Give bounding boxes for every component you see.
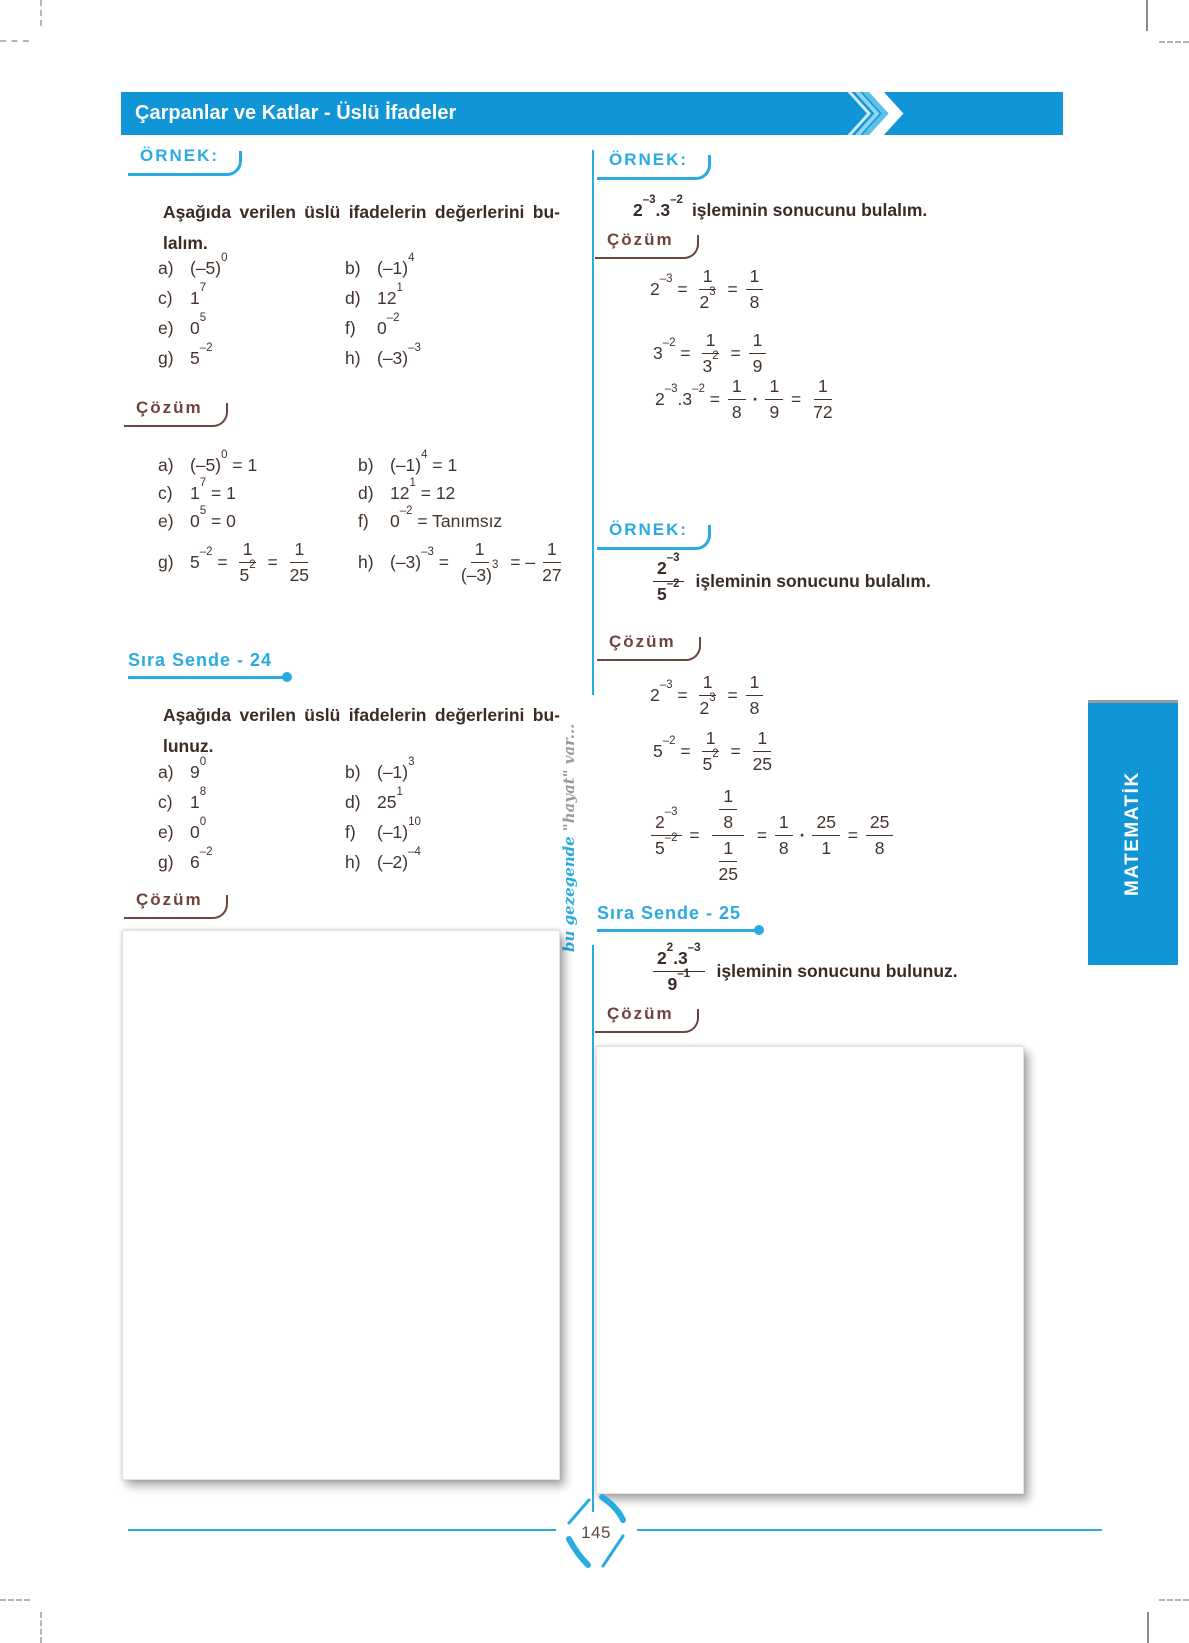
margin-note-part2: "hayat" var... xyxy=(560,723,578,837)
exercise-item xyxy=(345,816,421,843)
ornek-label: ÖRNEK: xyxy=(609,150,689,169)
item-key: h) xyxy=(345,348,361,368)
page-number: 145 xyxy=(581,1523,611,1542)
item-key: e) xyxy=(158,318,174,338)
item-key: b) xyxy=(345,258,361,278)
prompt-line1: Aşağıda verilen üslü ifadelerin değerlerini bu- xyxy=(163,705,560,725)
sira-underline xyxy=(128,676,290,679)
solution-item xyxy=(158,505,358,532)
solution-box-left xyxy=(122,930,560,1480)
example3-statement xyxy=(650,552,931,605)
item-key: f) xyxy=(345,822,356,842)
ornek-tag-left xyxy=(128,146,242,176)
cozum-label: Çözüm xyxy=(609,632,676,651)
item-expression: $5^{-2}$ xyxy=(190,342,213,368)
prompt-line2: lalım. xyxy=(163,233,208,253)
sira-sende-24-label: Sıra Sende - 24 xyxy=(128,650,273,670)
crop-mark-top-left-h xyxy=(0,40,29,42)
example1-solutions xyxy=(158,449,569,586)
item-expression: $6^{-2}$ xyxy=(190,846,213,872)
example3-line-1: $2^{-3}$ = $\frac{1}{2^3}$ = $\frac{1}{8}$ xyxy=(650,672,766,719)
item-key: d) xyxy=(345,792,361,812)
cozum-label: Çözüm xyxy=(607,230,674,249)
exercise-item xyxy=(345,756,421,783)
header-bar xyxy=(121,92,1063,135)
item-key: e) xyxy=(158,822,174,842)
prompt-line1: Aşağıda verilen üslü ifadelerin değerlerini bu- xyxy=(163,202,560,222)
item-key: c) xyxy=(158,792,173,812)
statement-expression: $\frac{2^{-3}}{5^{-2}}$ xyxy=(650,558,687,605)
solution-item xyxy=(358,477,569,504)
item-key: b) xyxy=(358,455,374,475)
item-expression: $1^7$ = 1 xyxy=(190,477,236,503)
statement-expression: $2^2$ . $3^{-3}$ $9^{-1}$ xyxy=(650,948,708,995)
solution-item xyxy=(358,449,569,476)
sira-sende-25-tag xyxy=(597,903,762,932)
item-expression: $12^1$ xyxy=(377,282,403,308)
item-expression: $(-1)^{10}$ xyxy=(377,816,421,842)
ornek-label: ÖRNEK: xyxy=(140,146,220,165)
solution-item xyxy=(158,539,358,586)
item-key: a) xyxy=(158,455,174,475)
exercise-item xyxy=(345,282,421,309)
solution-item xyxy=(358,539,569,586)
item-key: a) xyxy=(158,762,174,782)
cozum-tag-left-1 xyxy=(124,398,228,427)
ornek-tag-right-2 xyxy=(597,520,711,550)
item-expression: $0^5$ xyxy=(190,312,207,338)
item-expression: $9^0$ xyxy=(190,756,207,782)
crop-mark-bottom-right-h xyxy=(1159,1599,1189,1601)
item-key: f) xyxy=(345,318,356,338)
item-key: g) xyxy=(158,852,174,872)
sira-dot xyxy=(282,672,292,682)
sira24-prompt xyxy=(163,700,560,762)
example2-statement xyxy=(633,194,928,221)
example1-items xyxy=(158,252,421,369)
item-expression: $5^{-2}$ = $\frac{1}{5^2}$ = $\frac{1}{25}$ xyxy=(190,539,310,585)
exercise-item xyxy=(345,786,421,813)
item-expression: $0^0$ xyxy=(190,816,207,842)
solution-item xyxy=(158,449,358,476)
cozum-tag-left-2 xyxy=(124,890,228,919)
crop-mark-top-left-v xyxy=(40,0,42,26)
item-key: e) xyxy=(158,511,174,531)
cozum-tag-right-1 xyxy=(595,230,699,259)
item-key: c) xyxy=(158,288,173,308)
exercise-item xyxy=(345,312,421,339)
sira-sende-25-label: Sıra Sende - 25 xyxy=(597,903,742,923)
exercise-item xyxy=(345,846,421,873)
item-key: a) xyxy=(158,258,174,278)
sira-underline xyxy=(597,929,762,932)
ornek-label: ÖRNEK: xyxy=(609,520,689,539)
crop-mark-bottom-left-v xyxy=(40,1612,42,1643)
item-expression: $1^8$ xyxy=(190,786,207,812)
column-divider-top xyxy=(592,150,594,695)
statement-text: işleminin sonucunu bulalım. xyxy=(691,200,928,220)
side-tab-label: MATEMATİK xyxy=(1122,771,1143,897)
statement-expression: $2^{-3}$ . $3^{-2}$ xyxy=(633,194,683,220)
example3-line-3: $\frac{2^{-3}}{5^{-2}}$ = $\frac{\frac{1}{8}}{\frac{1}{25}}$ = $\frac{1}{8}$ · $\frac{25}{1}$ = $\frac{25}{8}$ xyxy=(648,786,896,885)
exercise-item xyxy=(158,312,345,339)
exercise-item xyxy=(345,342,421,369)
item-expression: $(-3)^{-3}$ xyxy=(377,342,421,368)
exercise-item xyxy=(158,816,345,843)
sira25-statement xyxy=(650,942,958,995)
example2-line-2: $3^{-2}$ = $\frac{1}{3^2}$ = $\frac{1}{9}$ xyxy=(653,330,769,377)
crop-mark-top-right-h xyxy=(1159,41,1189,43)
footer-rule-right xyxy=(637,1529,1102,1531)
item-expression: $(-5)^0$ xyxy=(190,252,228,278)
footer-rule-left xyxy=(128,1529,556,1531)
exercise-item xyxy=(345,252,421,279)
item-expression: $(-1)^4$ = 1 xyxy=(390,449,458,475)
item-expression: $0^{-2}$ xyxy=(377,312,400,338)
exercise-item xyxy=(158,786,345,813)
exercise-item xyxy=(158,282,345,309)
chevron-icon xyxy=(833,92,943,135)
exercise-item xyxy=(158,342,345,369)
item-expression: $(-3)^{-3}$ = $\frac{1}{(-3)^3}$ = – $\frac{1}{27}$ xyxy=(390,539,562,585)
exercise-item xyxy=(158,756,345,783)
item-expression: $25^1$ xyxy=(377,786,403,812)
item-key: f) xyxy=(358,511,369,531)
item-key: g) xyxy=(158,348,174,368)
item-expression: $1^7$ xyxy=(190,282,207,308)
side-tab-matematik xyxy=(1088,700,1178,965)
page-number-diamond xyxy=(556,1486,636,1580)
statement-text: işleminin sonucunu bulunuz. xyxy=(716,961,958,981)
example3-line-2: $5^{-2}$ = $\frac{1}{5^2}$ = $\frac{1}{25}$ xyxy=(653,728,773,774)
prompt-line2: lunuz. xyxy=(163,736,214,756)
item-key: b) xyxy=(345,762,361,782)
item-key: c) xyxy=(158,483,173,503)
exercise-item xyxy=(158,252,345,279)
margin-note-part1: bu gezegende xyxy=(560,836,578,952)
crop-mark-bottom-left-h xyxy=(0,1599,30,1601)
margin-note xyxy=(560,694,586,952)
item-key: d) xyxy=(358,483,374,503)
sira-dot xyxy=(754,925,764,935)
item-key: h) xyxy=(358,552,374,572)
cozum-tag-right-2 xyxy=(597,632,701,661)
item-expression: $(-1)^4$ xyxy=(377,252,415,278)
item-expression: $0^5$ = 0 xyxy=(190,505,236,531)
exercise-item xyxy=(158,846,345,873)
item-key: d) xyxy=(345,288,361,308)
item-expression: $(-2)^{-4}$ xyxy=(377,846,421,872)
crop-mark-bottom-right-v xyxy=(1147,1612,1149,1643)
item-expression: $0^{-2}$ = Tanımsız xyxy=(390,505,503,531)
page-title: Çarpanlar ve Katlar - Üslü İfadeler xyxy=(135,102,457,124)
sira24-items xyxy=(158,756,421,873)
item-expression: $12^1$ = 12 xyxy=(390,477,456,503)
item-key: h) xyxy=(345,852,361,872)
solution-item xyxy=(358,505,569,532)
column-divider-bottom xyxy=(592,945,594,1512)
item-expression: $(-1)^3$ xyxy=(377,756,415,782)
item-key: g) xyxy=(158,552,174,572)
cozum-label: Çözüm xyxy=(607,1004,674,1023)
cozum-tag-right-3 xyxy=(595,1004,699,1033)
example2-line-1: $2^{-3}$ = $\frac{1}{2^3}$ = $\frac{1}{8}$ xyxy=(650,266,766,313)
crop-mark-top-right-v xyxy=(1146,0,1148,31)
sira-sende-24-tag xyxy=(128,650,290,679)
solution-item xyxy=(158,477,358,504)
statement-text: işleminin sonucunu bulalım. xyxy=(695,571,931,591)
cozum-label: Çözüm xyxy=(136,398,203,417)
ornek-tag-right-1 xyxy=(597,150,711,180)
solution-box-right xyxy=(596,1046,1024,1494)
cozum-label: Çözüm xyxy=(136,890,203,909)
item-expression: $(-5)^0$ = 1 xyxy=(190,449,258,475)
example2-line-3: $2^{-3}$ . $3^{-2}$ = $\frac{1}{8}$ · $\frac{1}{9}$ = $\frac{1}{72}$ xyxy=(655,376,833,422)
example1-prompt xyxy=(163,197,560,259)
